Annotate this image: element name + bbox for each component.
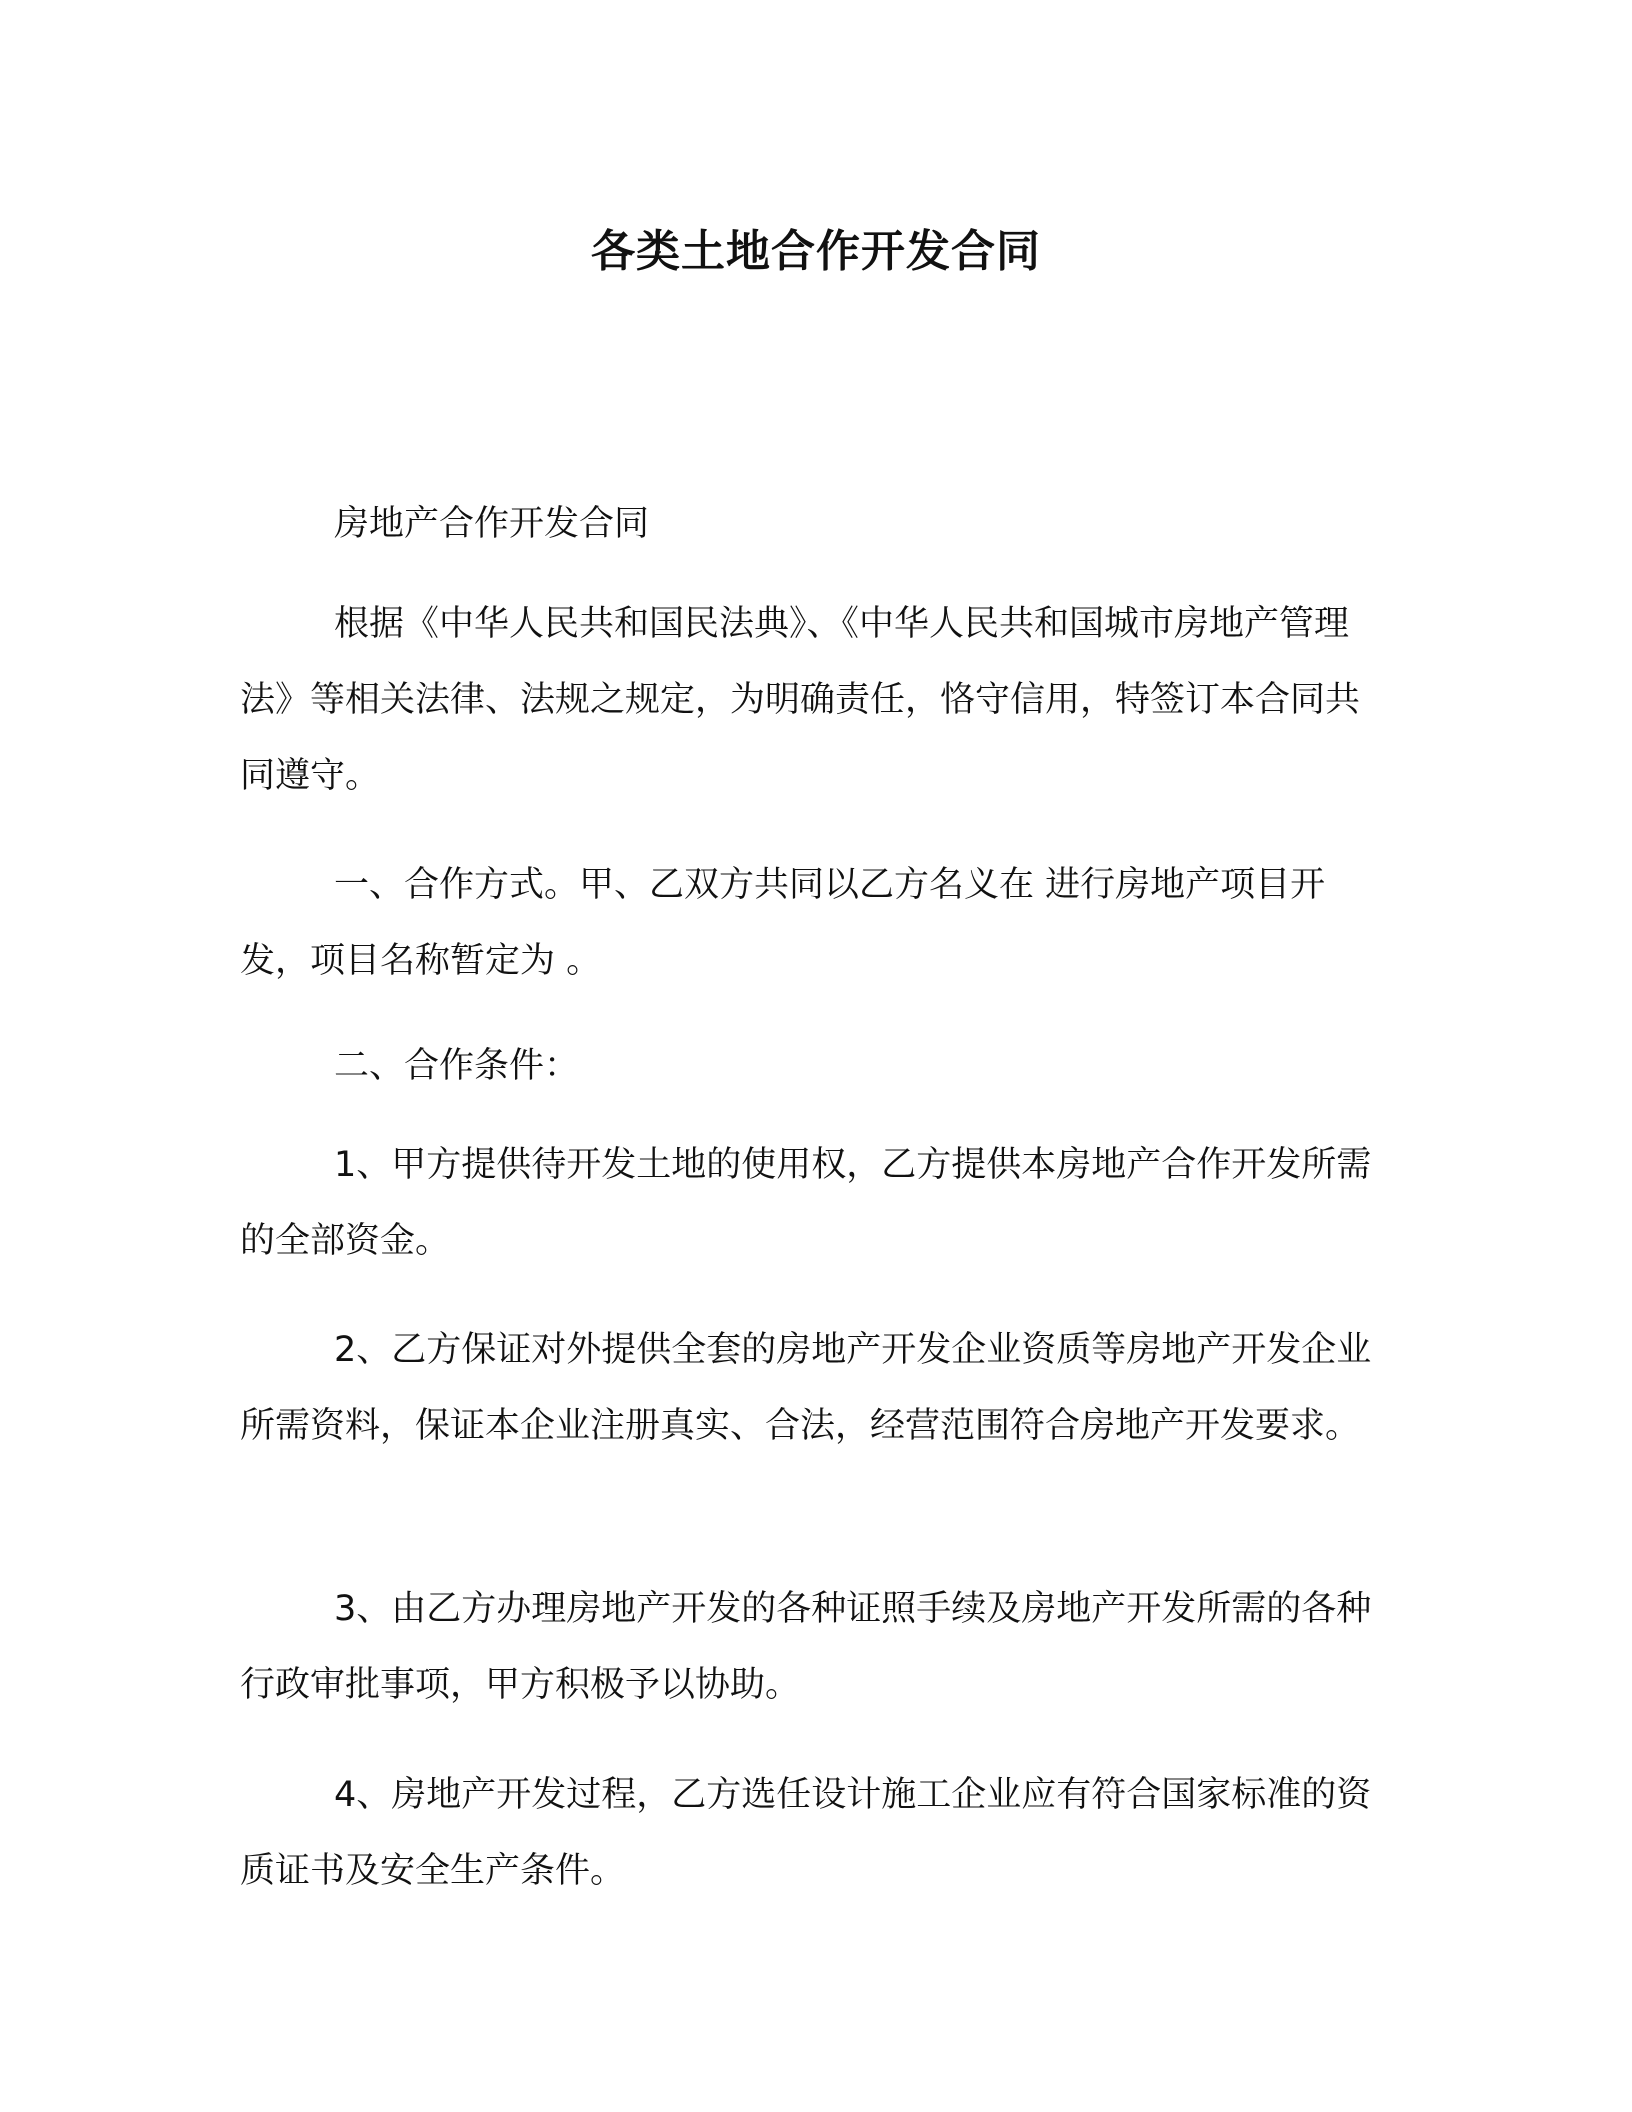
document-title: 各类土地合作开发合同 [591,226,1041,277]
intro-paragraph: 根据《中华人民共和国民法典》、《中华人民共和国城市房地产管理法》等相关法律、法规之规定，为明确责任，恪守信用，特签订本合同共同遵守。 [240,604,1361,796]
document-subtitle: 房地产合作开发合同 [334,504,650,544]
section-cooperation-conditions-heading: 二、合作条件： [334,1046,580,1086]
condition-item-3: 3、由乙方办理房地产开发的各种证照手续及房地产开发所需的各种行政审批事项，甲方积极予以协助。 [240,1589,1372,1705]
section-cooperation-method: 一、合作方式。甲、乙双方共同以乙方名义在 进行房地产项目开发，项目名称暂定为 。 [240,865,1326,981]
condition-item-2: 2、乙方保证对外提供全套的房地产开发企业资质等房地产开发企业所需资料，保证本企业注册真实、合法，经营范围符合房地产开发要求。 [240,1330,1372,1446]
condition-item-1: 1、甲方提供待开发土地的使用权，乙方提供本房地产合作开发所需的全部资金。 [240,1145,1372,1261]
condition-item-4: 4、房地产开发过程，乙方选任设计施工企业应有符合国家标准的资质证书及安全生产条件。 [240,1775,1372,1891]
